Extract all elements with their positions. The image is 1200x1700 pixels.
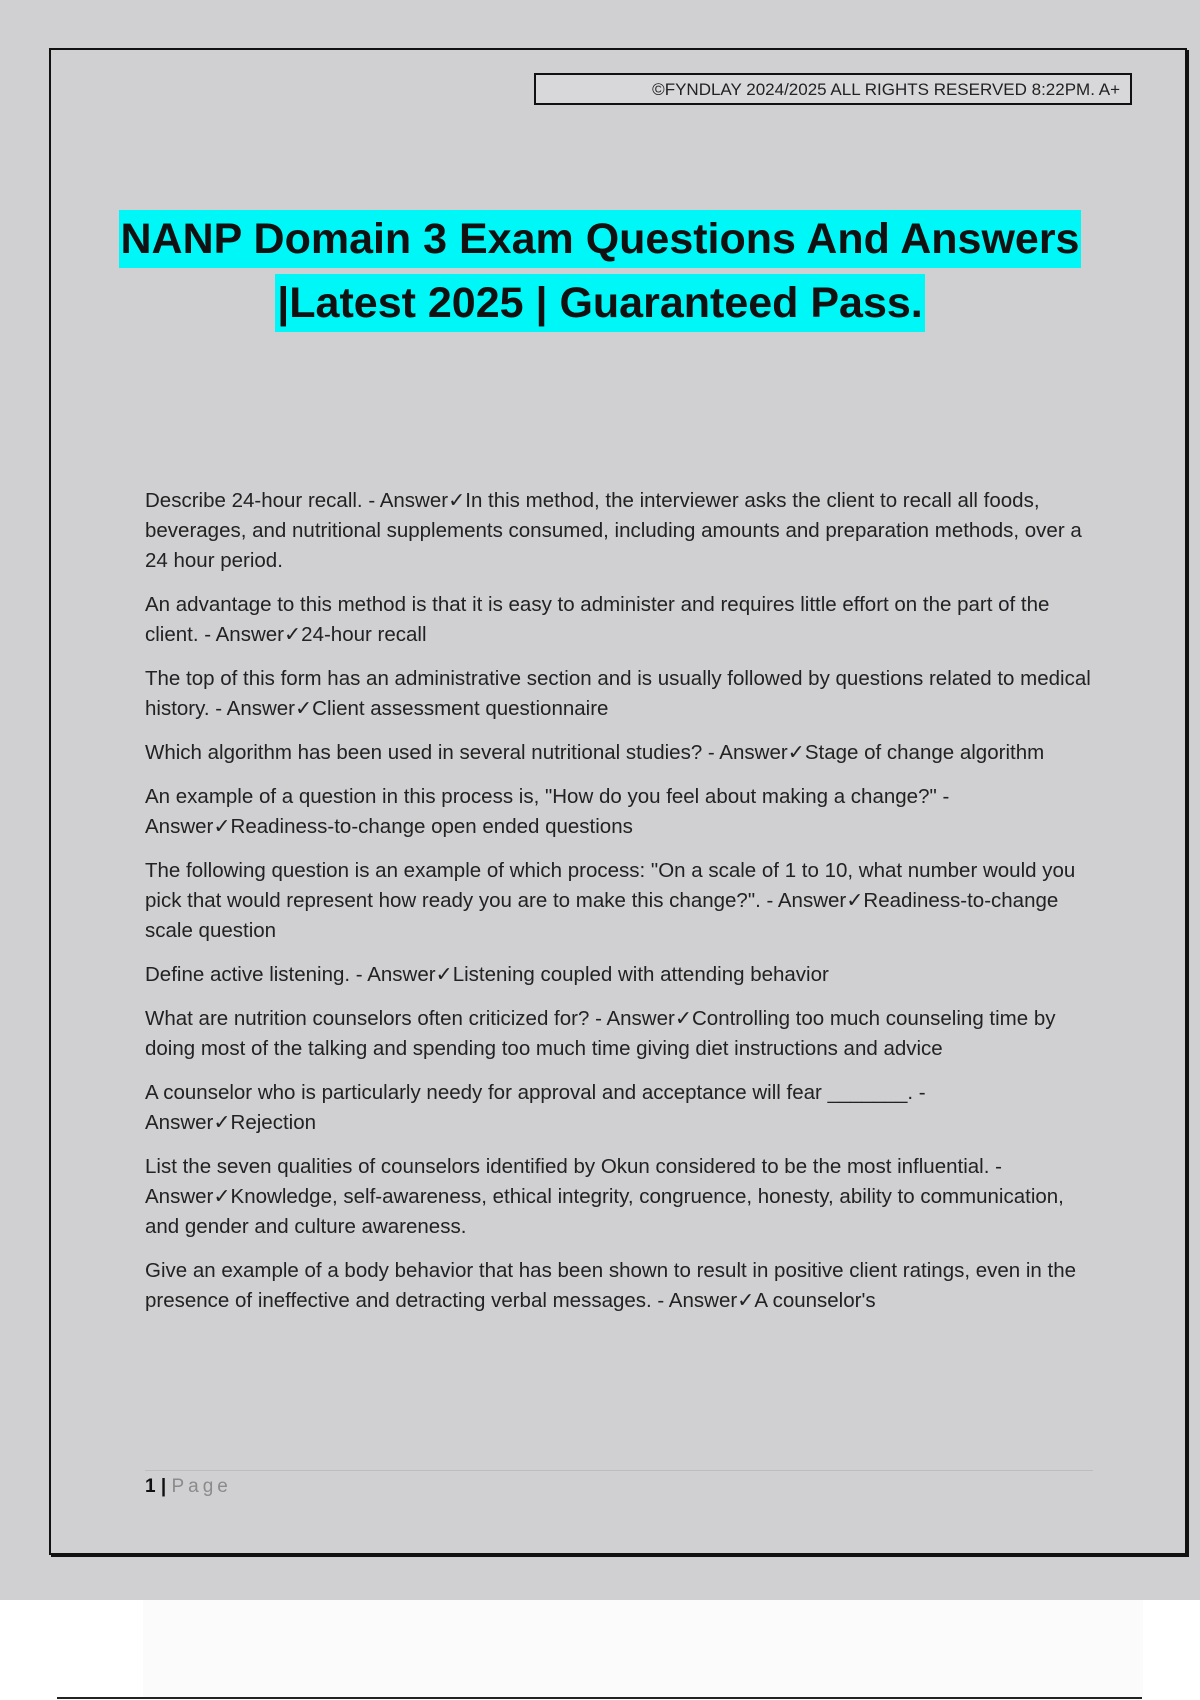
qa-item: Describe 24-hour recall. - Answer✓In this method, the interviewer asks the client to recall all foods, beverages, and nutritional supplements consumed, including amounts and preparation methods, over a 24 hour period.: [145, 489, 1082, 572]
qa-item: The top of this form has an administrative section and is usually followed by questions related to medical history. - Answer✓Client assessment questionnaire: [145, 667, 1091, 720]
next-page-strip: [143, 1600, 1143, 1697]
bottom-divider: [57, 1697, 1142, 1699]
title-line-1: NANP Domain 3 Exam Questions And Answers: [119, 210, 1082, 268]
qa-item: A counselor who is particularly needy for approval and acceptance will fear _______. - Answer✓Rejection: [145, 1081, 926, 1134]
qa-item: What are nutrition counselors often criticized for? - Answer✓Controlling too much counseling time by doing most of the talking and spending too much time giving diet instructions and advice: [145, 1007, 1056, 1060]
qa-item: Define active listening. - Answer✓Listening coupled with attending behavior: [145, 963, 829, 986]
page-number: [145, 1474, 232, 1500]
page-number-value: 1: [145, 1476, 156, 1497]
qa-item: List the seven qualities of counselors identified by Okun considered to be the most influential. - Answer✓Knowledge, self-awareness, ethical integrity, congruence, honesty, ability to communication, and gender and culture awareness.: [145, 1155, 1064, 1238]
title-line-2: |Latest 2025 | Guaranteed Pass.: [275, 274, 924, 332]
qa-item: An example of a question in this process is, "How do you feel about making a change?" - Answer✓Readiness-to-change open ended questions: [145, 785, 950, 838]
copyright-notice: ©FYNDLAY 2024/2025 ALL RIGHTS RESERVED 8:22PM. A+: [534, 73, 1132, 105]
page-label: Page: [171, 1476, 232, 1497]
qa-item: Give an example of a body behavior that has been shown to result in positive client ratings, even in the presence of ineffective and detracting verbal messages. - Answer✓A counselor's: [145, 1259, 1077, 1312]
qa-item: The following question is an example of which process: "On a scale of 1 to 10, what number would you pick that would represent how ready you are to make this change?". - Answer✓Readiness-to-change scale question: [145, 859, 1076, 942]
qa-item: An advantage to this method is that it is easy to administer and requires little effort on the part of the client. - Answer✓24-hour recall: [145, 593, 1050, 646]
qa-item: Which algorithm has been used in several nutritional studies? - Answer✓Stage of change algorithm: [145, 741, 1045, 764]
footer-divider: [145, 1470, 1093, 1471]
document-title: [100, 210, 1100, 338]
page-number-separator: |: [160, 1476, 167, 1497]
qa-list: [145, 486, 1095, 1330]
